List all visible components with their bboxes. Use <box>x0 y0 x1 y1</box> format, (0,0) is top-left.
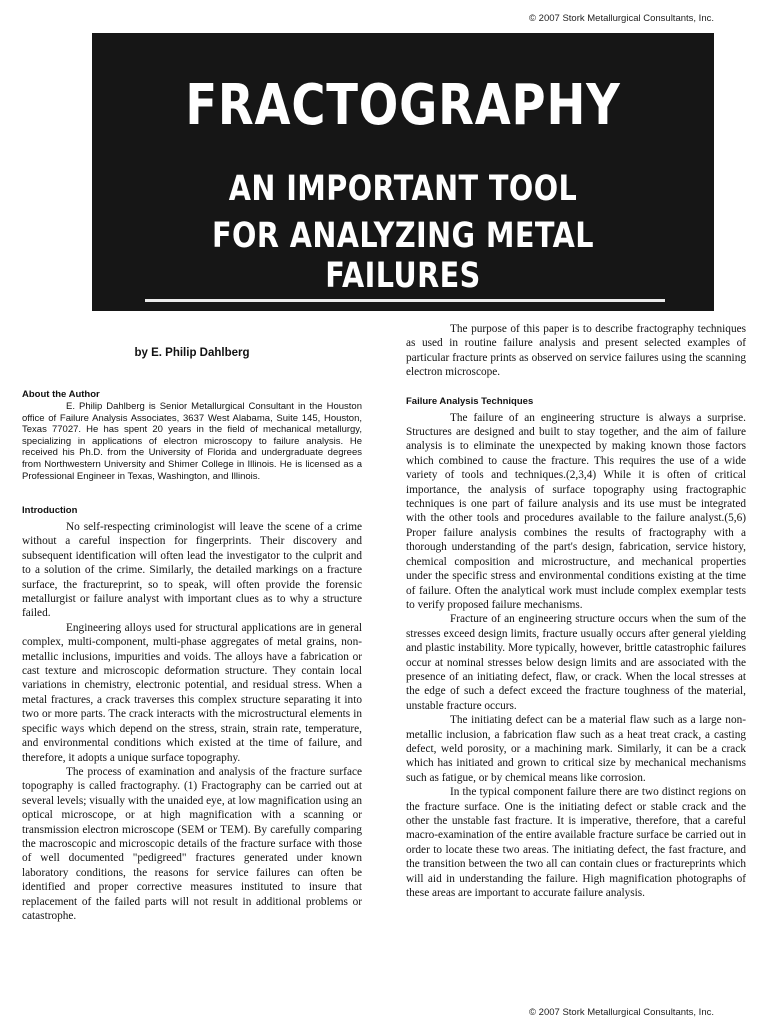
byline: by E. Philip Dahlberg <box>134 347 250 359</box>
about-author-heading: About the Author <box>22 389 100 400</box>
banner-rule <box>145 299 665 302</box>
banner-title: FRACTOGRAPHY <box>185 73 621 138</box>
techniques-paragraph: The failure of an engineering structure is always a surprise. Structures are designed and built to stay together, and the aim of failure analysis is to eliminate the unexpected by making known those factors which combined to cause the fracture. This requires the use of a wide variety of tools and techniques.(2,3,4) While it is often of critical importance, the analysis of surface topography using fractographic techniques is one part of failure analysis and its use must be integrated with the other tools and procedures available to the failure analyst.(5,6) Proper failure analysis combines the results of fractography with a thorough understanding of the part's design, fabrication, service history, chemical composition and microstructure, and mechanical properties under the specific stress and environmental conditions existing at the time of failure. Often the analytical work must include complex exemplar tests to verify proposed failure mechanisms. <box>406 411 746 611</box>
about-author-section <box>22 389 362 482</box>
about-author-text: E. Philip Dahlberg is Senior Metallurgical Consultant in the Houston office of Failure Analysis Associates, 3637 West Alabama, Suite 145, Houston, Texas 77027. He has spent 20 years in the field of mechanical metallurgy, specializing in applications of electron microscopy to failure analysis. He received his Ph.D. from the University of Florida and undergraduate degrees from Northwestern University and Shimer College in Illinois. He is licensed as a Professional Engineer in Texas, Washington, and Illinois. <box>22 401 362 482</box>
introduction-paragraph: Engineering alloys used for structural applications are in general complex, multi-component, multi-phase aggregates of metal grains, non-metallic inclusions, impurities and voids. The alloys have a fabrication or cast texture and microscopic deformation structure. They contain local variations in chemistry, electronic potential, and residual stress. When a metal fractures, a crack traverses this complex structure separating it into two or more parts. The crack interacts with the microstructural elements in specific ways which depend on the stress, strain, strain rate, temperature, and environmental conditions which existed at the time of failure, and therefore, it adopts a unique surface topography. <box>22 621 362 764</box>
copyright-footer: © 2007 Stork Metallurgical Consultants, Inc. <box>529 1007 714 1018</box>
banner-subtitle-line2: FOR ANALYZING METAL FAILURES <box>211 216 594 296</box>
title-banner <box>92 33 714 311</box>
introduction-section <box>22 505 362 923</box>
introduction-paragraph: No self-respecting criminologist will leave the scene of a crime without a careful inspection for fingerprints. Their discovery and subsequent identification will often lead the investigator to the culprit and to a solution of the crime. Similarly, the detailed markings on a fracture surface, the fractureprint, so to speak, will often provide the forensic metallurgist or failure analyst with important clues as to why a structure failed. <box>22 521 362 620</box>
introduction-paragraph: The process of examination and analysis of the fracture surface topography is called fractography. (1) Fractography can be carried out at several levels; visually with the unaided eye, at low magnification using an optical microscope, or at high magnification with a scanning or transmission electron microscope (SEM or TEM). By carefully comparing the macroscopic and microscopic details of the fracture surface with those of well documented "pedigreed" fractures generated under known laboratory conditions, the reasons for service failures can often be identified and proper corrective measures instituted to insure that replacement of the failed parts will not result in additional problems or catastrophe. <box>22 765 362 922</box>
right-column <box>406 322 746 900</box>
techniques-paragraph: In the typical component failure there are two distinct regions on the fracture surface. One is the initiating defect or stable crack and the other the unstable fast fracture. It is imperative, therefore, that a careful macro-examination of the entire available fracture surface be carried out in order to locate these two areas. The initiating defect, the fast fracture, and the transition between the two all can contain clues or fractureprints which will aid in understanding the failure. High magnification photographs of these areas are important to accurate failure analysis. <box>406 786 746 900</box>
introduction-heading: Introduction <box>22 505 78 516</box>
techniques-paragraph: The initiating defect can be a material flaw such as a large non-metallic inclusion, a fabrication flaw such as a heat treat crack, a casting defect, weld porosity, or a machining mark. Similarly, it can be a crack which has initiated and grown to critical size by mechanical mechanisms such as fatigue, or by chemical means like corrosion. <box>406 714 746 784</box>
banner-subtitle-line1: AN IMPORTANT TOOL <box>228 169 578 209</box>
purpose-paragraph: The purpose of this paper is to describe fractography techniques as used in routine failure analysis and present selected examples of particular fracture prints as observed on service failures using the scanning electron microscope. <box>406 323 746 379</box>
copyright-header: © 2007 Stork Metallurgical Consultants, Inc. <box>529 13 714 24</box>
techniques-heading: Failure Analysis Techniques <box>406 395 534 407</box>
techniques-paragraph: Fracture of an engineering structure occurs when the sum of the stresses exceed design limits, fracture usually occurs after general yielding and plastic instability. More typically, however, brittle catastrophic failures occur at nominal stresses below design limits and are associated with the presence of an initiating defect, flaw, or crack. When the local stresses at the edge of such a defect exceed the fracture toughness of the material, unstable fracture occurs. <box>406 613 746 712</box>
